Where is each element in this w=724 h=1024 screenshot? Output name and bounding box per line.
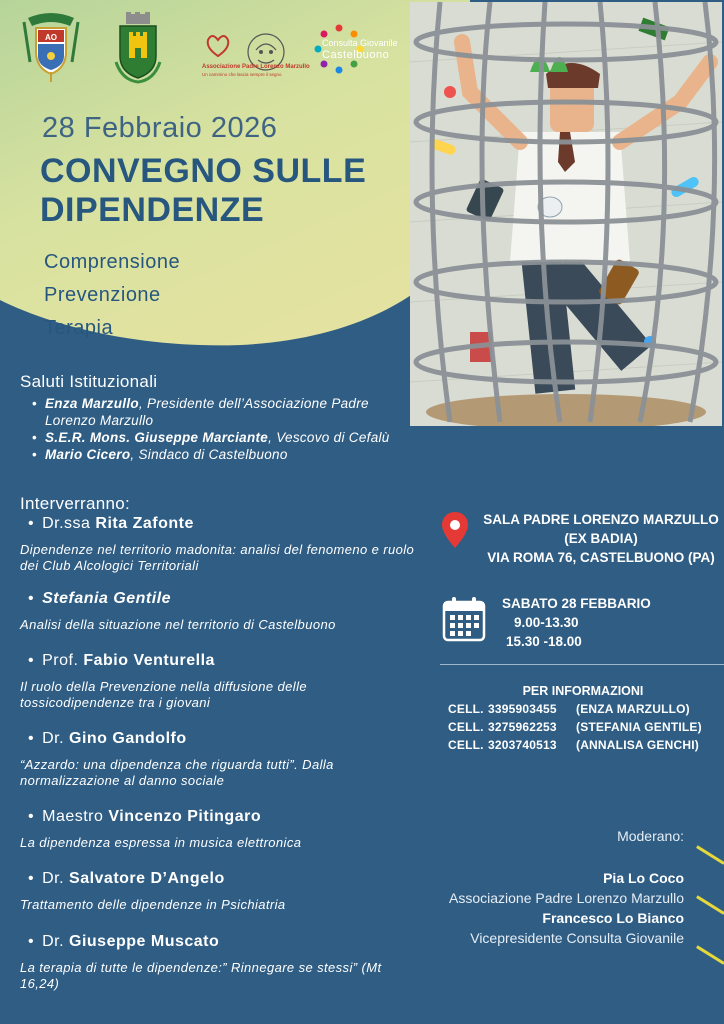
moderator-role: Associazione Padre Lorenzo Marzullo (448, 890, 684, 906)
schedule-slot-1: 9.00-13.30 (514, 615, 579, 630)
speaker-name: Giuseppe Muscato (69, 933, 220, 950)
divider (440, 664, 724, 665)
schedule-text (502, 594, 682, 651)
subtitle-item: Terapia (44, 317, 114, 339)
title-line-2: DIPENDENZE (40, 191, 265, 229)
contact-row (448, 718, 718, 736)
contact-number: 3395903455 (488, 702, 557, 716)
coat-of-arms-label: AO (45, 33, 57, 42)
venue-line-2: (EX BADIA) (564, 531, 638, 546)
event-date: 28 Febbraio 2026 (42, 112, 278, 144)
speaker-name: Salvatore D’Angelo (69, 870, 225, 887)
speaker-title: Maestro (42, 808, 104, 825)
saluti-item (20, 395, 410, 429)
association-caption: Associazione Padre Lorenzo Marzullo (202, 64, 310, 70)
speaker-item: • Maestro Vincenzo Pitingaro (28, 808, 262, 825)
speaker-topic: “Azzardo: una dipendenza che riguarda tutti”. Dalla normalizzazione al danno sociale (20, 757, 334, 788)
diocese-coat-of-arms (20, 12, 82, 89)
speaker-title: Dr. (42, 870, 65, 887)
consulta-giovanile-logo (314, 24, 398, 79)
map-pin-icon (442, 512, 468, 548)
speaker-topic: Dipendenze nel territorio madonita: analisi del fenomeno e ruolo dei Club Alcologici Territoriali (20, 542, 415, 573)
speaker-item: • Dr. Salvatore D’Angelo (28, 870, 225, 887)
event-title (40, 152, 420, 230)
saluti-role: , Sindaco di Castelbuono (130, 447, 288, 462)
association-logo (202, 30, 310, 91)
contact-label: CELL. (448, 738, 484, 752)
speaker-title: Dr.ssa (42, 515, 91, 532)
speaker-item: • Prof. Fabio Venturella (28, 652, 215, 669)
speaker-topic: La terapia di tutte le dipendenze:” Rinnegare se stessi” (Mt 16,24) (20, 960, 382, 991)
subtitle-list (44, 246, 180, 345)
venue-text (476, 510, 724, 567)
speaker-item: • Dr. Giuseppe Muscato (28, 933, 220, 950)
speaker-topic: Il ruolo della Prevenzione nella diffusione delle tossicodipendenze tra i giovani (20, 679, 307, 710)
info-block (448, 684, 718, 754)
schedule-day: SABATO 28 FEBBARIO (502, 596, 651, 611)
saluti-item (20, 446, 410, 463)
saluti-section (20, 372, 410, 463)
decor-stripe (696, 895, 724, 915)
decor-stripe (696, 845, 724, 865)
consulta-line-2: Castelbuono (322, 49, 390, 61)
speaker-name: Fabio Venturella (83, 652, 215, 669)
saluti-role: , Presidente dell’Associazione Padre Lorenzo Marzullo (45, 396, 369, 428)
speaker-topic: Analisi della situazione nel territorio di Castelbuono (20, 617, 336, 632)
contact-number: 3275962253 (488, 720, 557, 734)
moderator-name: Francesco Lo Bianco (542, 910, 684, 926)
contact-label: CELL. (448, 702, 484, 716)
speaker-title: Prof. (42, 652, 79, 669)
moderator-name: Pia Lo Coco (603, 870, 684, 886)
speaker-name: Vincenzo Pitingaro (108, 808, 262, 825)
speaker-topic: La dipendenza espressa in musica elettronica (20, 835, 302, 850)
contact-name: (ANNALISA GENCHI) (576, 738, 699, 752)
info-heading: PER INFORMAZIONI (522, 684, 644, 698)
contact-label: CELL. (448, 720, 484, 734)
speaker-topic: Trattamento delle dipendenze in Psichiatria (20, 897, 286, 912)
consulta-line-1: Consulta Giovanile (322, 38, 398, 48)
schedule-slot-2: 15.30 -18.00 (506, 634, 582, 649)
calendar-icon (442, 596, 486, 642)
saluti-name: S.E.R. Mons. Giuseppe Marciante (45, 430, 269, 445)
saluti-name: Mario Cicero (45, 447, 131, 462)
decor-stripe (696, 945, 724, 965)
moderators-heading: Moderano: (617, 828, 684, 844)
speaker-name: Stefania Gentile (42, 590, 172, 607)
contact-number: 3203740513 (488, 738, 557, 752)
speaker-name: Rita Zafonte (95, 515, 194, 532)
subtitle-item: Comprensione (44, 251, 181, 273)
contact-row (448, 700, 718, 718)
cage-illustration (410, 2, 722, 426)
subtitle-item: Prevenzione (44, 284, 161, 306)
contact-row (448, 736, 718, 754)
speaker-item: • Dr.ssa Rita Zafonte (28, 515, 194, 532)
speaker-item: • Dr. Gino Gandolfo (28, 730, 187, 747)
speaker-title: Dr. (42, 933, 65, 950)
speaker-name: Gino Gandolfo (69, 730, 187, 747)
speaker-item: • Stefania Gentile (28, 590, 172, 607)
saluti-item (20, 429, 410, 446)
saluti-role: , Vescovo di Cefalù (268, 430, 390, 445)
saluti-heading: Saluti Istituzionali (20, 372, 158, 391)
venue-line-1: SALA PADRE LORENZO MARZULLO (483, 512, 719, 527)
saluti-name: Enza Marzullo (45, 396, 139, 411)
contact-name: (STEFANIA GENTILE) (576, 720, 702, 734)
interventi-heading: Interverranno: (20, 494, 131, 513)
logo-row (18, 12, 418, 88)
contact-name: (ENZA MARZULLO) (576, 702, 690, 716)
castelbuono-coat-of-arms (112, 12, 164, 89)
speaker-title: Dr. (42, 730, 65, 747)
moderator-role: Vicepresidente Consulta Giovanile (470, 930, 684, 946)
association-tagline: Un cammino che lascia sempre il segno (202, 72, 282, 77)
title-line-1: CONVEGNO SULLE (40, 152, 367, 190)
venue-line-3: VIA ROMA 76, CASTELBUONO (PA) (487, 550, 715, 565)
